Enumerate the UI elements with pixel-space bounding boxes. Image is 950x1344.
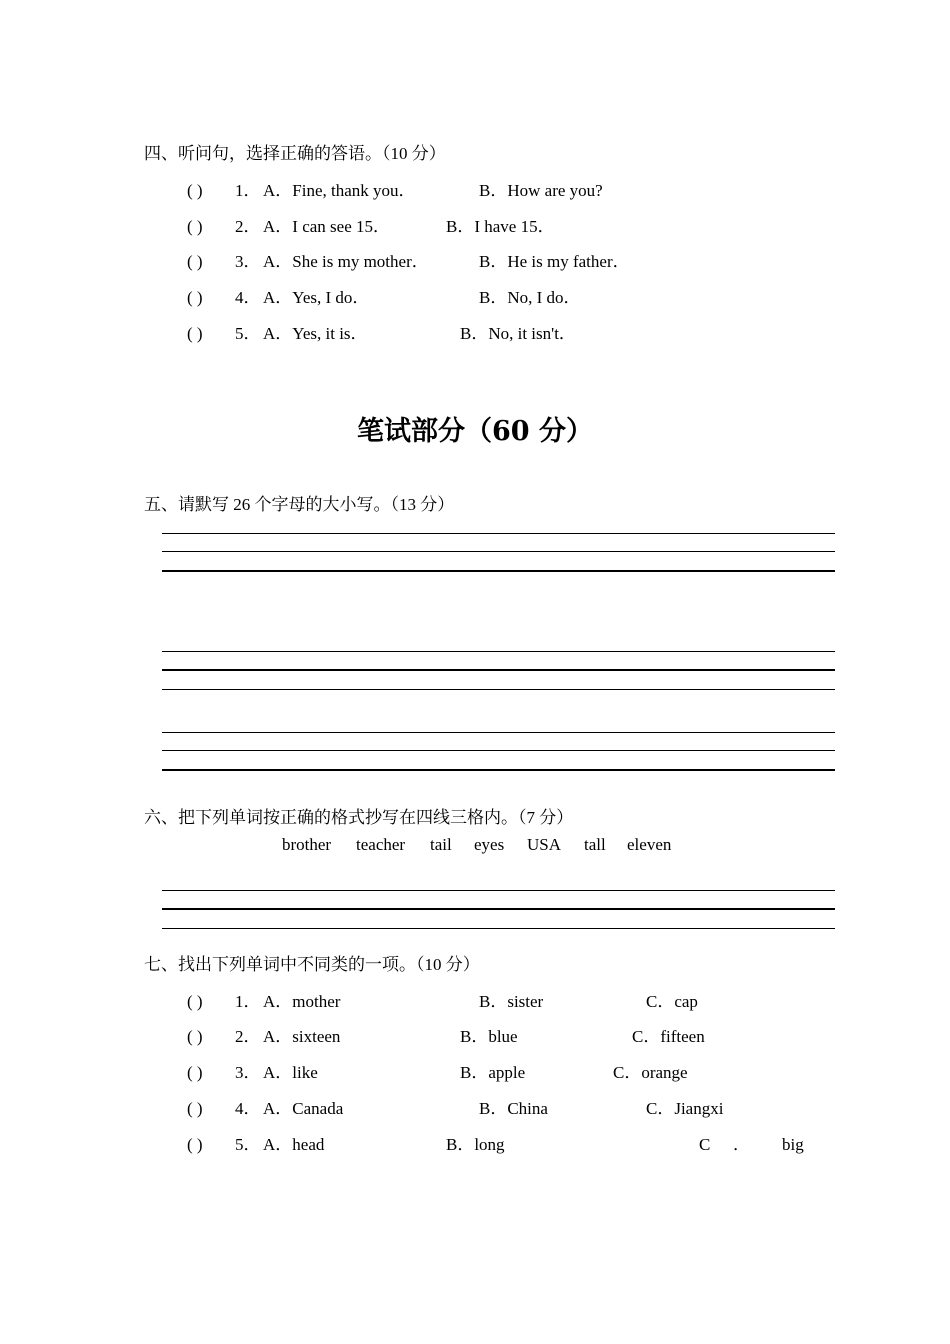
answer-paren[interactable]: ( ) [187, 1063, 203, 1082]
section6-heading: 六、把下列单词按正确的格式抄写在四线三格内。（7 分） [144, 808, 574, 827]
option-a: A．mother [263, 992, 341, 1011]
word-usa: USA [527, 835, 562, 854]
option-a: A．Yes, it is． [263, 324, 368, 343]
item-number: 1． [235, 181, 261, 200]
item-number: 2． [235, 1027, 261, 1046]
option-c: C．cap [646, 992, 698, 1011]
answer-paren[interactable]: ( ) [187, 252, 203, 271]
option-c-dot: ． [733, 1135, 750, 1154]
option-a: A．Canada [263, 1099, 344, 1118]
section5-heading: 五、请默写 26 个字母的大小写。（13 分） [144, 495, 455, 514]
option-b: B．apple [460, 1063, 526, 1082]
option-b: B．No, I do． [479, 288, 581, 307]
option-a: A．Yes, I do． [263, 288, 370, 307]
item-number: 4． [235, 288, 261, 307]
item-number: 2． [235, 217, 261, 236]
answer-paren[interactable]: ( ) [187, 324, 203, 343]
answer-paren[interactable]: ( ) [187, 1135, 203, 1154]
option-b: B．How are you? [479, 181, 603, 200]
word-tall: tall [584, 835, 606, 854]
option-c-letter: C [699, 1135, 711, 1154]
option-a: A．She is my mother． [263, 252, 429, 271]
item-number: 4． [235, 1099, 261, 1118]
option-b: B．I have 15． [446, 217, 555, 236]
option-c: C．fifteen [632, 1027, 705, 1046]
item-number: 3． [235, 1063, 261, 1082]
item-number: 5． [235, 1135, 261, 1154]
answer-paren[interactable]: ( ) [187, 1027, 203, 1046]
section7-heading: 七、找出下列单词中不同类的一项。（10 分） [144, 955, 480, 974]
option-b: B．China [479, 1099, 548, 1118]
option-c: C．orange [613, 1063, 688, 1082]
item-number: 1． [235, 992, 261, 1011]
answer-paren[interactable]: ( ) [187, 288, 203, 307]
option-c: C．Jiangxi [646, 1099, 724, 1118]
word-brother: brother [282, 835, 332, 854]
option-a: A．like [263, 1063, 318, 1082]
option-a: A．I can see 15． [263, 217, 390, 236]
word-eyes: eyes [474, 835, 505, 854]
option-c-word: big [782, 1135, 804, 1154]
option-a: A．sixteen [263, 1027, 341, 1046]
word-teacher: teacher [356, 835, 406, 854]
item-number: 3． [235, 252, 261, 271]
option-b: B．He is my father． [479, 252, 630, 271]
option-a: A．head [263, 1135, 325, 1154]
answer-paren[interactable]: ( ) [187, 217, 203, 236]
option-a: A．Fine, thank you． [263, 181, 416, 200]
item-number: 5． [235, 324, 261, 343]
section4-heading: 四、听问句，选择正确的答语。（10 分） [144, 144, 446, 163]
written-part-title: 笔试部分（60 分） [357, 416, 593, 447]
answer-paren[interactable]: ( ) [187, 181, 203, 200]
word-tail: tail [430, 835, 452, 854]
option-b: B．No, it isn't． [460, 324, 576, 343]
answer-paren[interactable]: ( ) [187, 992, 203, 1011]
answer-paren[interactable]: ( ) [187, 1099, 203, 1118]
option-b: B．long [446, 1135, 505, 1154]
option-b: B．blue [460, 1027, 518, 1046]
option-b: B．sister [479, 992, 544, 1011]
word-eleven: eleven [627, 835, 672, 854]
